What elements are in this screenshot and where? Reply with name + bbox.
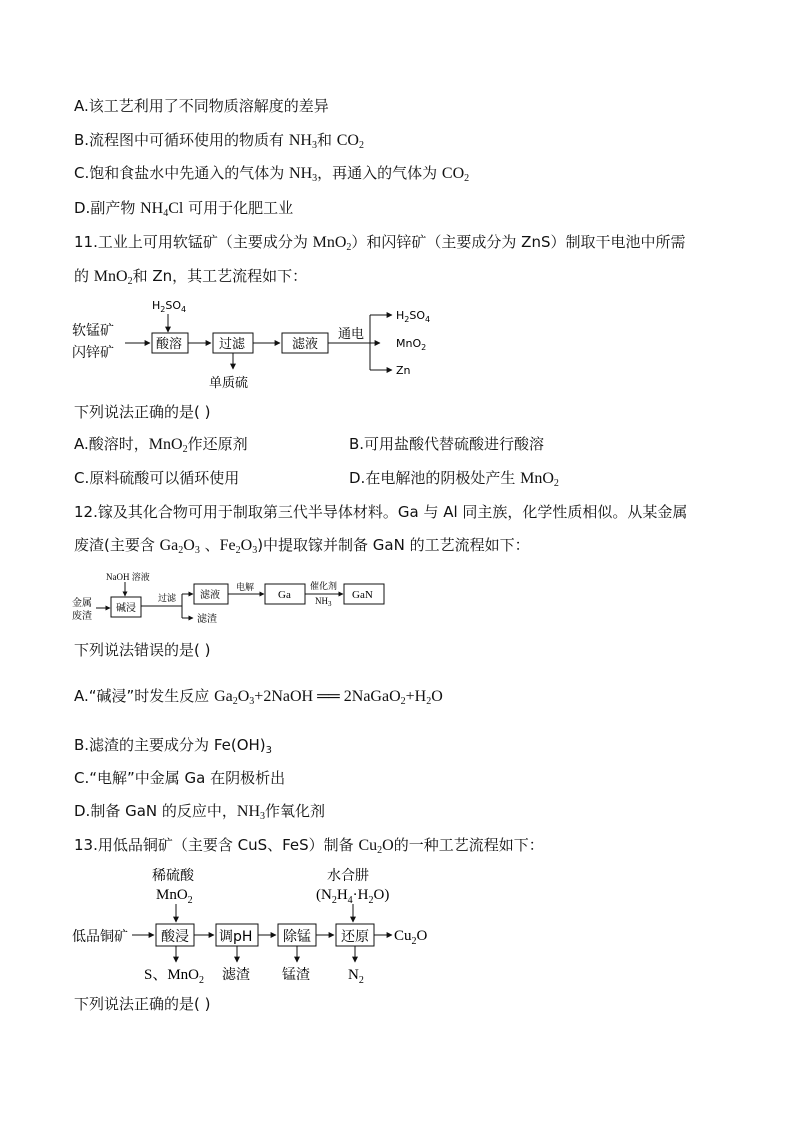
q10-c-chem1-base: NH bbox=[289, 165, 313, 182]
q12-label-catalyst: 催化剂 bbox=[310, 582, 338, 592]
q11-option-a-suffix: 作还原剂 bbox=[187, 435, 248, 453]
q12-stem-line1: 12.镓及其化合物可用于制取第三代半导体材料。Ga 与 Al 同主族，化学性质相似。从某金属 bbox=[74, 503, 688, 521]
q12-a-eq3: +H bbox=[405, 688, 427, 705]
q12-reagent-naoh: NaOH 溶液 bbox=[106, 572, 150, 582]
q12-option-b-sub: 3 bbox=[265, 745, 273, 756]
q13-stem bbox=[74, 835, 544, 856]
q11-a-chem-base: MnO bbox=[148, 436, 183, 453]
q11-d-chem-sub: 2 bbox=[553, 478, 559, 489]
q11-option-d-chem bbox=[520, 470, 559, 487]
q10-option-c-chem2 bbox=[442, 165, 469, 182]
q10-option-d-text: D.副产物 bbox=[74, 199, 141, 217]
q12-a-eq2: +2NaOH ══ 2NaGaO bbox=[254, 688, 401, 705]
q11-option-b: B.可用盐酸代替硫酸进行酸溶 bbox=[349, 435, 545, 453]
q12-a-eq1-sub2: 3 bbox=[249, 696, 255, 707]
q12-box4-label: GaN bbox=[352, 589, 373, 601]
q10-option-c-chem1 bbox=[289, 165, 317, 182]
q10-d-chem-base: NH bbox=[140, 200, 164, 217]
q12-option-d-chem bbox=[237, 803, 265, 820]
q12-stem-chem2-tail: O bbox=[240, 537, 253, 554]
q11-question: 下列说法正确的是( ) bbox=[74, 403, 211, 421]
q11-stem-line1 bbox=[74, 232, 685, 253]
q11-label-electrolysis: 通电 bbox=[338, 327, 365, 342]
q12-label-filter: 过滤 bbox=[158, 594, 177, 604]
q12-stem-sep: 、 bbox=[199, 536, 220, 554]
q10-c-chem2-base: CO bbox=[441, 165, 465, 182]
q11-box2-label: 过滤 bbox=[219, 337, 246, 352]
q11-d-chem-base: MnO bbox=[520, 470, 554, 487]
q10-option-d bbox=[74, 198, 293, 219]
q11-reagent-h2so4: $H_2SO_4$ bbox=[152, 299, 187, 314]
q12-option-b-text: B.滤渣的主要成分为 Fe(OH) bbox=[74, 736, 266, 754]
q12-d-chem-sub: 3 bbox=[260, 811, 266, 822]
q12-stem-chem2-base: Fe bbox=[219, 537, 236, 554]
q11-box1-label: 酸溶 bbox=[156, 337, 183, 352]
q10-option-b-mid: 和 bbox=[316, 131, 337, 149]
q12-stem-text-a: 废渣(主要含 bbox=[74, 536, 160, 554]
q12-stem-line2 bbox=[74, 535, 530, 556]
q12-stem-text-b: )中提取镓并制备 GaN 的工艺流程如下： bbox=[257, 536, 530, 554]
q11-stem-text-d: 和 Zn，其工艺流程如下： bbox=[132, 267, 308, 285]
q12-a-eq3-tail: O bbox=[431, 688, 443, 705]
q12-question: 下列说法错误的是( ) bbox=[74, 641, 211, 659]
q12-label-electrolysis: 电解 bbox=[236, 583, 255, 593]
q10-option-b-chem2 bbox=[337, 132, 364, 149]
q12-stem-chem2-sub2: 3 bbox=[252, 545, 258, 556]
q10-option-d-chem bbox=[140, 200, 183, 217]
q13-byproduct-s-mno2: S、MnO$_2$ bbox=[144, 967, 205, 986]
q12-stem-chem2 bbox=[220, 537, 258, 554]
q10-option-d-suffix: 可用于化肥工业 bbox=[183, 199, 294, 217]
q10-b-chem1-sub: 3 bbox=[311, 140, 317, 151]
q12-input-1: 金属 bbox=[72, 598, 92, 609]
q11-stem-chem1 bbox=[313, 234, 352, 251]
q10-c-chem2-sub: 2 bbox=[464, 173, 470, 184]
q12-d-chem-base: NH bbox=[236, 803, 261, 820]
q11-a-chem-sub: 2 bbox=[182, 444, 188, 455]
q13-reagent1-line2: MnO$_2$ bbox=[156, 887, 193, 906]
q13-box4-label: 还原 bbox=[341, 929, 369, 945]
q11-stem-chem1-sub: 2 bbox=[346, 242, 352, 253]
q11-box3-label: 滤液 bbox=[292, 337, 319, 352]
q12-box1-label: 碱浸 bbox=[116, 603, 136, 614]
q10-option-b bbox=[74, 130, 364, 151]
q13-flow-diagram bbox=[70, 862, 450, 988]
q10-option-c-text: C.饱和食盐水中先通入的气体为 bbox=[74, 164, 290, 182]
q12-stem-chem1-base: Ga bbox=[159, 537, 179, 554]
q12-stem-chem1-sub: 2 bbox=[178, 545, 184, 556]
q13-stem-chem-sub: 2 bbox=[377, 845, 383, 856]
q11-stem-chem2-base: MnO bbox=[93, 268, 128, 285]
q11-stem-chem2-sub: 2 bbox=[127, 276, 133, 287]
q12-option-a-equation bbox=[214, 688, 443, 705]
q11-flow-diagram bbox=[70, 295, 470, 395]
q11-input-2: 闪锌矿 bbox=[72, 345, 114, 361]
q11-option-c: C.原料硫酸可以循环使用 bbox=[74, 469, 240, 487]
q11-option-d bbox=[349, 468, 559, 489]
q12-stem-chem2-sub: 2 bbox=[235, 545, 241, 556]
q11-byproduct-sulfur: 单质硫 bbox=[209, 376, 249, 391]
q11-output-mno2: MnO$_2$ bbox=[396, 337, 427, 352]
q10-b-chem2-sub: 2 bbox=[358, 140, 364, 151]
q12-box3-label: Ga bbox=[278, 589, 291, 601]
q12-option-a-text: A.“碱浸”时发生反应 bbox=[74, 687, 215, 705]
q13-output-cu2o: $Cu_2O$ bbox=[394, 928, 428, 947]
q12-a-eq1-sub: 2 bbox=[232, 696, 238, 707]
q13-byproduct-mn-residue: 锰渣 bbox=[282, 967, 310, 983]
q11-output-zn: Zn bbox=[396, 364, 411, 377]
q10-c-chem1-sub: 3 bbox=[312, 173, 318, 184]
q12-option-d bbox=[74, 801, 325, 822]
q13-box1-label: 酸浸 bbox=[161, 929, 189, 945]
q11-stem-chem1-base: MnO bbox=[312, 234, 347, 251]
q13-box3-label: 除锰 bbox=[283, 929, 311, 945]
q12-a-eq2-sub: 2 bbox=[400, 696, 406, 707]
q12-input-2: 废渣 bbox=[72, 611, 92, 622]
q12-option-a bbox=[74, 686, 443, 707]
q10-option-b-chem1 bbox=[289, 132, 317, 149]
q10-b-chem2-base: CO bbox=[336, 132, 359, 149]
q11-option-a bbox=[74, 434, 248, 455]
q12-option-b bbox=[74, 735, 272, 755]
q10-option-c-mid: ，再通入的气体为 bbox=[317, 164, 442, 182]
q12-flow-diagram bbox=[70, 568, 390, 630]
q13-reagent2-line1: 水合肼 bbox=[327, 868, 369, 884]
q12-stem-chem1-tail: O bbox=[183, 537, 195, 554]
q10-option-b-text: B.流程图中可循环使用的物质有 bbox=[74, 131, 289, 149]
q13-stem-chem bbox=[358, 837, 393, 854]
q12-box2-label: 滤液 bbox=[200, 590, 220, 601]
q13-byproduct-n2: $N_2$ bbox=[348, 967, 364, 986]
q11-option-a-text: A.酸溶时， bbox=[74, 435, 149, 453]
q11-stem-text-a: 11.工业上可用软锰矿（主要成分为 bbox=[74, 233, 313, 251]
q12-a-eq1-tail: O bbox=[237, 688, 250, 705]
q12-label-nh3: $NH_3$ bbox=[315, 596, 332, 608]
q12-option-d-suffix: 作氧化剂 bbox=[265, 802, 326, 820]
q12-stem-chem1 bbox=[160, 537, 200, 554]
q12-a-eq1: Ga bbox=[214, 688, 233, 705]
q12-stem-chem1-sub2: 3 bbox=[194, 545, 200, 556]
q13-stem-chem-tail: O bbox=[382, 837, 394, 854]
q13-box2-label: 调pH bbox=[219, 929, 253, 945]
q12-a-eq3-sub: 2 bbox=[426, 696, 432, 707]
q10-option-c bbox=[74, 163, 469, 184]
q13-stem-text-b: 的一种工艺流程如下： bbox=[393, 836, 544, 854]
q11-output-h2so4: $H_2SO_4$ bbox=[396, 309, 431, 324]
q12-option-d-text: D.制备 GaN 的反应中， bbox=[74, 802, 237, 820]
q10-d-chem-sub: 4 bbox=[163, 208, 169, 219]
q13-stem-chem-base: Cu bbox=[358, 837, 378, 854]
q13-reagent2-line2: $(N_2H_4\cdot H_2O)$ bbox=[316, 887, 390, 906]
q12-byproduct-residue: 滤渣 bbox=[197, 614, 217, 625]
q13-input: 低品铜矿 bbox=[72, 929, 128, 945]
q10-option-a: A.该工艺利用了不同物质溶解度的差异 bbox=[74, 97, 329, 115]
q10-d-chem-tail: Cl bbox=[168, 200, 184, 217]
q11-stem-chem2 bbox=[94, 268, 133, 285]
q11-stem-line2 bbox=[74, 266, 307, 287]
q13-byproduct-residue: 滤渣 bbox=[222, 967, 250, 983]
q13-question: 下列说法正确的是( ) bbox=[74, 995, 211, 1013]
q13-stem-text-a: 13.用低品铜矿（主要含 CuS、FeS）制备 bbox=[74, 836, 359, 854]
q13-reagent1-line1: 稀硫酸 bbox=[152, 868, 194, 884]
q11-option-d-text: D.在电解池的阴极处产生 bbox=[349, 469, 521, 487]
q11-input-1: 软锰矿 bbox=[72, 323, 114, 339]
q11-option-a-chem bbox=[149, 436, 188, 453]
q10-b-chem1-base: NH bbox=[288, 132, 312, 149]
q12-option-c: C.“电解”中金属 Ga 在阴极析出 bbox=[74, 769, 286, 787]
q11-stem-text-b: ）和闪锌矿（主要成分为 ZnS）制取干电池中所需 bbox=[351, 233, 686, 251]
q11-stem-text-c: 的 bbox=[74, 267, 94, 285]
